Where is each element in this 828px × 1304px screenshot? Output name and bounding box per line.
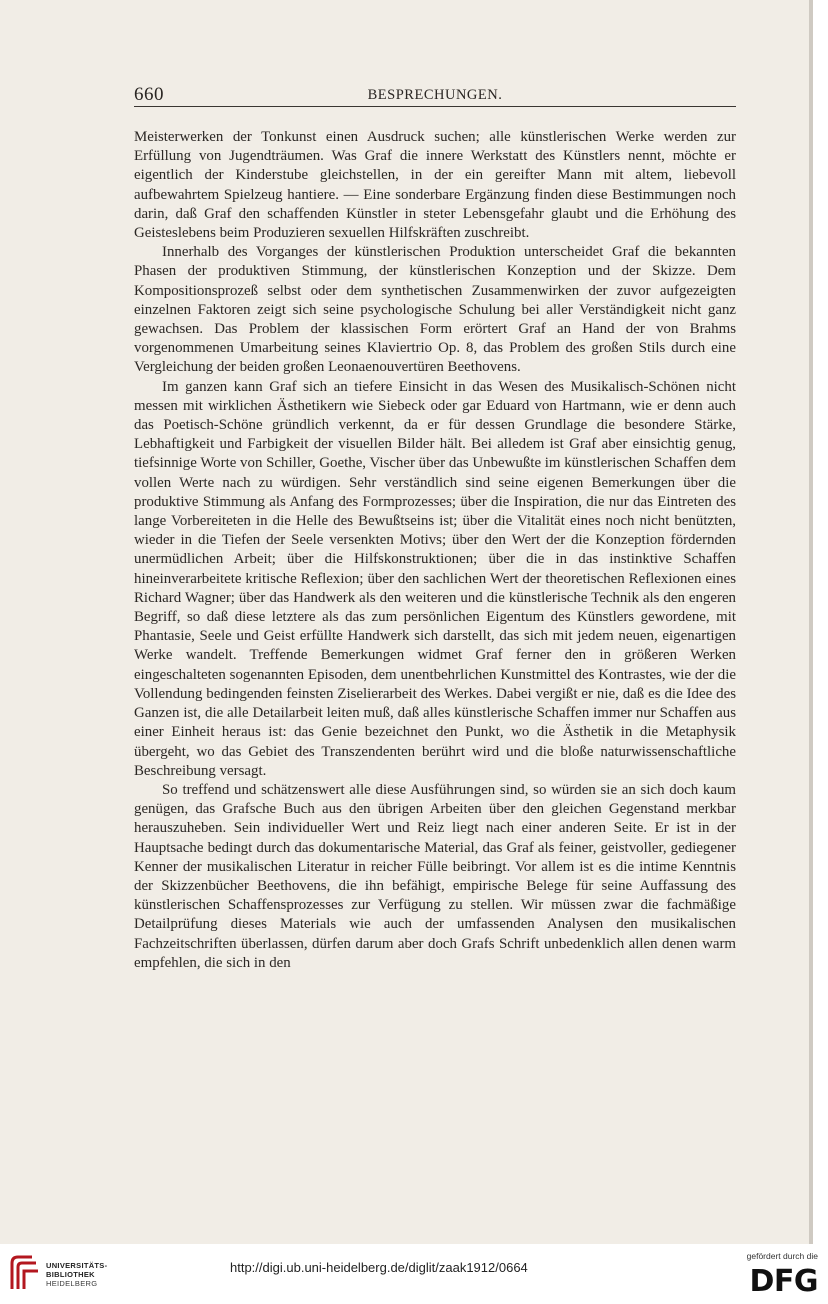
library-name-line: BIBLIOTHEK xyxy=(46,1270,95,1279)
article-body xyxy=(134,128,736,973)
paragraph-continued: Meisterwerken der Tonkunst einen Ausdruck suchen; alle künstlerischen Werke werden zur Erfüllung von Jugendträumen. Was Graf die innere Werkstatt des Künstlers nennt, möchte er eigentlich der Kinderstube gleichstellen, in der ein gereifter Mann mit altem, liebevoll aufbewahrtem Spielzeug hantiere. — Eine sonderbare Ergänzung finden diese Bestimmungen noch darin, daß Graf den schaffenden Künstler in steter Lebensgefahr glaubt und die Erhöhung des Geisteslebens beim Produzieren sexuellen Hilfskräften zuschreibt. xyxy=(134,129,736,242)
dfg-logo: DFG xyxy=(749,1264,818,1299)
library-name-line: UNIVERSITÄTS- xyxy=(46,1261,108,1270)
funding-note: gefördert durch die xyxy=(746,1251,818,1261)
page-header xyxy=(134,84,736,107)
paragraph: Im ganzen kann Graf sich an tiefere Einsicht in das Wesen des Musikalisch-Schönen nicht messen mit wirklichen Ästhetikern wie Siebeck oder gar Eduard von Hartmann, wie er denn auch das Poetisch-Schöne gründlich verkennt, da er für dessen Grundlage die besondere Stärke, Lebhaftigkeit und Farbigkeit der visuellen Bilder hält. Bei alledem ist Graf aber einsichtig genug, tiefsinnige Worte von Schiller, Goethe, Vischer über das Unbewußte im künstlerischen Schaffen dem vollen Werte nach zu würdigen. Sehr verständlich sind seine eigenen Bemerkungen über die produktive Stimmung als Anfang des Formprozesses; über die Inspiration, die nur das Eintreten des lange Vorbereiteten in die Helle des Bewußtseins ist; über die Vitalität eines noch nicht benützten, wieder in die Tiefen der Seele versenkten Motivs; über den Wert der die Konzeption fördernden unermüdlichen Arbeit; über die Hilfskonstruktionen; über die in das instinktive Schaffen hineinverarbeitete kritische Reflexion; über den sachlichen Wert der theoretischen Reflexionen eines Richard Wagner; über das Handwerk als den weiteren und die künstlerische Technik als den engeren Begriff, so daß diese letztere als das zum persönlichen Eigentum des Künstlers gewordene, mit Phantasie, Seele und Geist erfüllte Handwerk sich darstellt, das sich mit jedem neuen, eigenartigen Werke wandelt. Treffende Bemerkungen widmet Graf ferner den in größeren Werken eingeschalteten sogenannten Episoden, dem unentbehrlichen Kunstmittel des Kontrastes, wie der die Vollendung bedingenden feinsten Ziselierarbeit des Werkes. Dabei vergißt er nie, daß es die Idee des Ganzen ist, die alle Detailarbeit leiten muß, daß alles künstlerische Schaffen immer nur Schaffen aus einer Einheit heraus ist: das Genie bezeichnet den Punkt, wo die Ästhetik in die Metaphysik übergeht, wo das Gebiet des Transzendenten berührt wird und die bloße naturwissenschaftliche Beschreibung versagt. xyxy=(134,378,736,779)
library-name xyxy=(46,1261,107,1288)
paragraph: Innerhalb des Vorganges der künstlerischen Produktion unterscheidet Graf die bekannten Phasen der produktiven Stimmung, der künstlerischen Konzeption und der Skizze. Dem Kompositionsprozeß selbst oder dem synthetischen Zusammenwirken der zuvor aufgezeigten einzelnen Faktoren zeigt sich seine psychologische Schulung bei aller Verständigkeit nicht ganz gewachsen. Das Problem der klassischen Form erörtert Graf an Hand der von Brahms vorgenommenen Umarbeitung seines Klaviertrio Op. 8, das Problem des großen Stils durch eine Vergleichung der beiden großen Leonaenouvertüren Beethovens. xyxy=(134,244,736,376)
digitization-footer xyxy=(0,1244,828,1304)
permalink-url[interactable]: http://digi.ub.uni-heidelberg.de/diglit/zaak1912/0664 xyxy=(230,1260,528,1275)
paragraph: So treffend und schätzenswert alle diese Ausführungen sind, so würden sie an sich doch kaum genügen, das Grafsche Buch aus den übrigen Arbeiten über den gleichen Gegenstand merkbar herauszuheben. Sein individueller Wert und Reiz liegt nach einer anderen Seite. Er ist in der Hauptsache bedingt durch das dokumentarische Material, das Graf als feiner, geistvoller, gediegener Kenner der musikalischen Literatur in reicher Fülle beibringt. Vor allem ist es die intime Kenntnis der Skizzenbücher Beethovens, die ihn befähigt, empirische Belege für seine Auffassung des künstlerischen Schaffensprozesses zur Verfügung zu stellen. Wir müssen zwar die fachmäßige Detailprüfung dieses Materials wie auch der umfassenden Analysen den musikalischen Fachzeitschriften überlassen, dürfen darum aber doch Grafs Schrift unbedenklich allen denen warm empfehlen, die sich in den xyxy=(134,781,736,971)
library-name-line: HEIDELBERG xyxy=(46,1279,98,1288)
running-title: BESPRECHUNGEN. xyxy=(367,87,503,103)
university-library-logo-icon xyxy=(8,1253,42,1293)
page-number: 660 xyxy=(134,84,164,105)
